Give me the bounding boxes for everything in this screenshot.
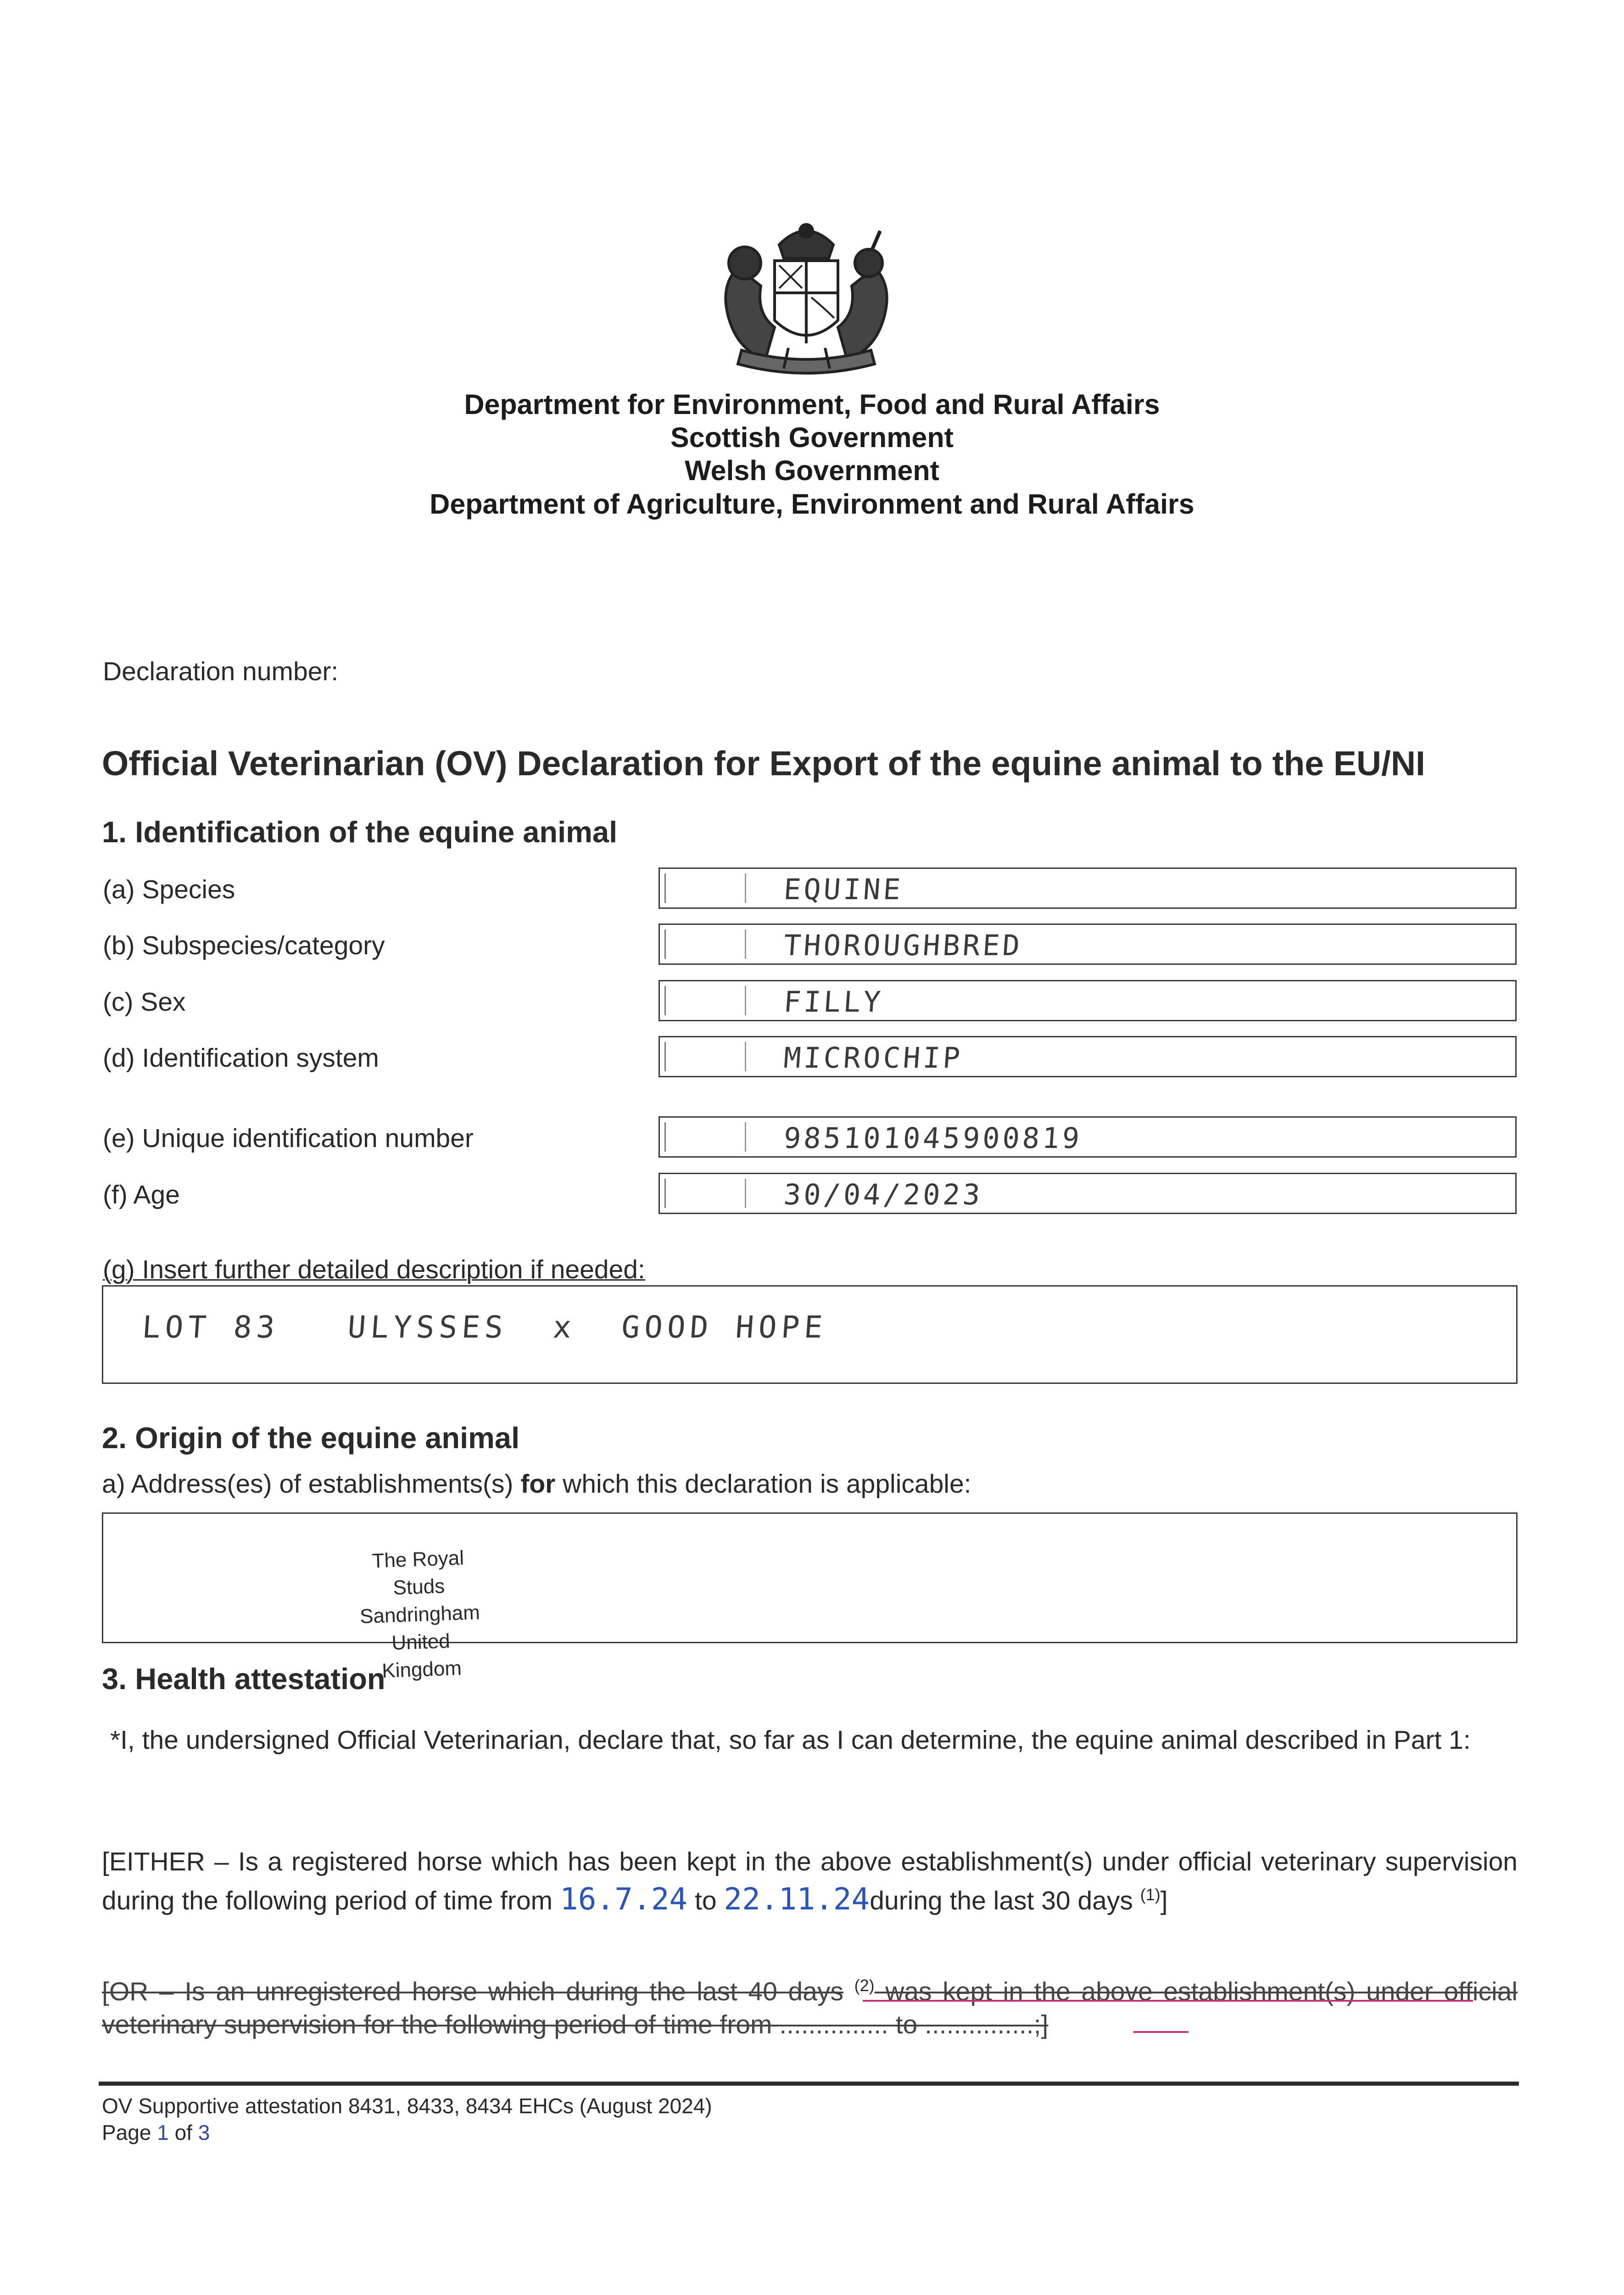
further-description-label: (g) Insert further detailed description if needed:	[103, 1255, 645, 1284]
identification-system-field[interactable]	[659, 1036, 1517, 1077]
species-value: EQUINE	[782, 873, 904, 906]
subspecies-field[interactable]	[659, 924, 1517, 965]
period-from-value: 16.7.24	[560, 1881, 688, 1917]
address-line-2: Sandringham	[359, 1601, 480, 1628]
strike-annotation	[863, 2000, 1473, 2002]
identification-system-label: (d) Identification system	[103, 1043, 379, 1073]
health-intro: *I, the undersigned Official Veterinarian, declare that, so far as I can determine, the equine animal described in Part 1:	[110, 1725, 1471, 1755]
subspecies-label: (b) Subspecies/category	[103, 931, 385, 960]
species-label: (a) Species	[103, 875, 235, 904]
further-description-value: LOT 83 ULYSSES x GOOD HOPE	[141, 1310, 828, 1345]
or-statement: [OR – Is an unregistered horse which during the last 40 days $^{(2)}$ was kept in the above establishment(s) under official veterinary supervision for the following period of time from ............... to ...............;]	[102, 1976, 1518, 2039]
either-statement: [EITHER – Is a registered horse which has been kept in the above establishment(s) under official veterinary supervision during the following period of time from 16.7.24 to 22.11.24during the last 30 days $^{(1)}$]	[102, 1847, 1518, 1917]
footer-attestation: OV Supportive attestation 8431, 8433, 8434 EHCs (August 2024)	[102, 2094, 712, 2118]
unique-id-field[interactable]	[659, 1116, 1517, 1158]
address-line-1: The Royal Studs	[371, 1546, 464, 1599]
identification-system-value: MICROCHIP	[782, 1041, 964, 1075]
address-label: a) Address(es) of establishments(s) for which this declaration is applicable:	[102, 1469, 971, 1499]
dept-welsh-gov: Welsh Government	[685, 455, 939, 486]
section-2-heading: 2. Origin of the equine animal	[102, 1421, 520, 1455]
sex-value: FILLY	[782, 985, 885, 1019]
page-number: Page 1 of 3	[102, 2121, 210, 2144]
age-field[interactable]	[659, 1173, 1517, 1214]
section-3-heading: 3. Health attestation	[102, 1662, 385, 1696]
age-value: 30/04/2023	[782, 1178, 984, 1211]
further-description-field[interactable]	[102, 1285, 1518, 1384]
strike-annotation-end	[1133, 2031, 1189, 2033]
dept-defra: Department for Environment, Food and Rural Affairs	[464, 389, 1160, 420]
section-1-heading: 1. Identification of the equine animal	[102, 815, 618, 849]
unique-id-value: 985101045900819	[782, 1121, 1083, 1155]
sex-field[interactable]	[659, 980, 1517, 1021]
species-field[interactable]	[659, 868, 1517, 909]
sex-label: (c) Sex	[103, 987, 186, 1017]
royal-coat-of-arms-icon	[710, 213, 902, 382]
footer-rule	[99, 2082, 1519, 2086]
subspecies-value: THOROUGHBRED	[782, 929, 1024, 962]
period-to-value: 22.11.24	[724, 1881, 870, 1917]
royal-crest	[710, 213, 902, 382]
declaration-number-label: Declaration number:	[103, 657, 339, 686]
dept-daera: Department of Agriculture, Environment and Rural Affairs	[430, 488, 1194, 520]
unique-id-label: (e) Unique identification number	[103, 1124, 474, 1153]
address-line-3: United Kingdom	[381, 1629, 462, 1682]
dept-scottish-gov: Scottish Government	[670, 422, 954, 453]
page-title: Official Veterinarian (OV) Declaration for Export of the equine animal to the EU/NI	[102, 744, 1425, 783]
age-label: (f) Age	[103, 1180, 180, 1209]
